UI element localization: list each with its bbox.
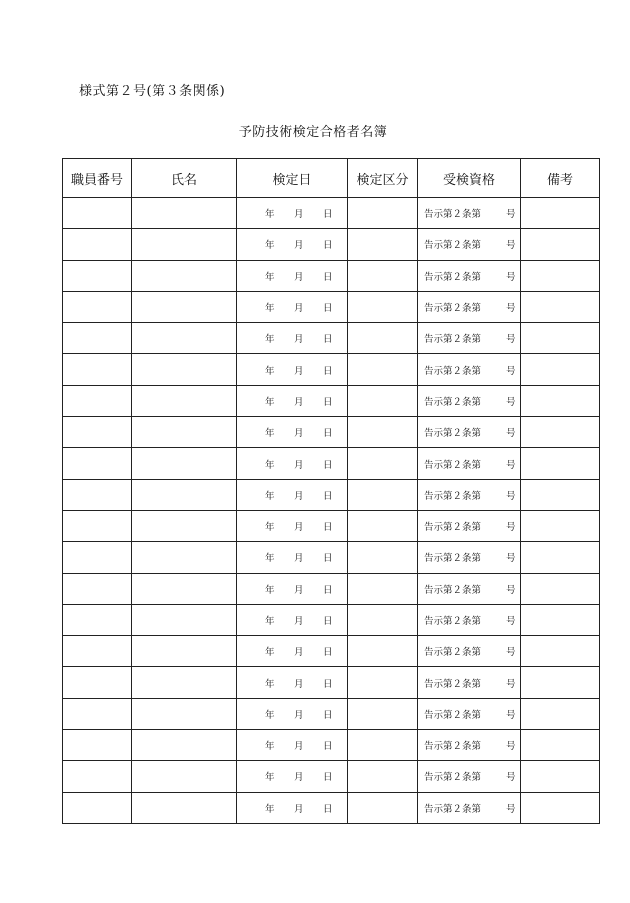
exam-category-cell xyxy=(348,198,418,229)
staff-number-cell xyxy=(63,448,132,479)
date-month-label: 月 xyxy=(294,709,304,721)
exam-date-cell xyxy=(237,573,348,604)
header-remarks: 備考 xyxy=(521,159,600,198)
qualification-cell xyxy=(418,448,521,479)
exam-date-cell xyxy=(237,761,348,792)
staff-number-cell xyxy=(63,510,132,541)
qualification-cell xyxy=(418,260,521,291)
date-year-label: 年 xyxy=(265,772,275,784)
name-cell xyxy=(132,417,237,448)
date-day-label: 日 xyxy=(323,240,333,252)
exam-category-cell xyxy=(348,604,418,635)
qualification-prefix: 告示第２条第 xyxy=(424,584,482,596)
qualification-prefix: 告示第２条第 xyxy=(424,522,482,534)
exam-category-cell xyxy=(348,573,418,604)
exam-date-cell xyxy=(237,448,348,479)
exam-category-cell xyxy=(348,291,418,322)
table-row xyxy=(63,198,600,229)
date-day-label: 日 xyxy=(323,490,333,502)
date-month-label: 月 xyxy=(294,428,304,440)
document-title-text: 予防技術検定合格者名簿 xyxy=(238,125,388,140)
name-cell xyxy=(132,479,237,510)
name-cell xyxy=(132,573,237,604)
table-row xyxy=(63,417,600,448)
qualification-suffix: 号 xyxy=(506,303,516,315)
date-year-label: 年 xyxy=(265,584,275,596)
exam-category-cell xyxy=(348,354,418,385)
date-month-label: 月 xyxy=(294,396,304,408)
exam-category-cell xyxy=(348,542,418,573)
name-cell xyxy=(132,667,237,698)
qualification-suffix: 号 xyxy=(506,772,516,784)
date-year-label: 年 xyxy=(265,803,275,815)
staff-number-cell xyxy=(63,573,132,604)
name-cell xyxy=(132,448,237,479)
staff-number-cell xyxy=(63,417,132,448)
qualification-suffix: 号 xyxy=(506,647,516,659)
exam-category-cell xyxy=(348,667,418,698)
remarks-cell xyxy=(521,198,600,229)
name-cell xyxy=(132,354,237,385)
exam-date-cell xyxy=(237,417,348,448)
staff-number-cell xyxy=(63,604,132,635)
remarks-cell xyxy=(521,636,600,667)
date-day-label: 日 xyxy=(323,271,333,283)
table-row xyxy=(63,479,600,510)
table-row xyxy=(63,448,600,479)
exam-category-cell xyxy=(348,229,418,260)
exam-date-cell xyxy=(237,385,348,416)
table-row xyxy=(63,698,600,729)
exam-category-cell xyxy=(348,698,418,729)
qualification-prefix: 告示第２条第 xyxy=(424,365,482,377)
qualification-prefix: 告示第２条第 xyxy=(424,428,482,440)
qualification-suffix: 号 xyxy=(506,396,516,408)
name-cell xyxy=(132,260,237,291)
qualification-suffix: 号 xyxy=(506,616,516,627)
exam-date-cell xyxy=(237,667,348,698)
header-staff-number: 職員番号 xyxy=(63,159,132,198)
qualification-cell xyxy=(418,761,521,792)
staff-number-cell xyxy=(63,229,132,260)
date-day-label: 日 xyxy=(323,584,333,596)
exam-date-cell xyxy=(237,229,348,260)
name-cell xyxy=(132,198,237,229)
qualification-suffix: 号 xyxy=(506,709,516,721)
header-exam-date: 検定日 xyxy=(237,159,348,198)
qualification-prefix: 告示第２条第 xyxy=(424,334,482,346)
qualification-prefix: 告示第２条第 xyxy=(424,709,482,721)
name-cell xyxy=(132,792,237,823)
table-row xyxy=(63,385,600,416)
date-month-label: 月 xyxy=(294,553,304,565)
exam-date-cell xyxy=(237,198,348,229)
date-year-label: 年 xyxy=(265,553,275,565)
date-day-label: 日 xyxy=(323,678,333,690)
qualification-cell xyxy=(418,667,521,698)
qualification-cell xyxy=(418,354,521,385)
exam-date-cell xyxy=(237,698,348,729)
name-cell xyxy=(132,229,237,260)
exam-date-cell xyxy=(237,354,348,385)
date-month-label: 月 xyxy=(294,678,304,690)
date-month-label: 月 xyxy=(294,490,304,502)
register-table xyxy=(62,158,600,824)
qualification-cell xyxy=(418,510,521,541)
date-day-label: 日 xyxy=(323,209,333,221)
qualification-prefix: 告示第２条第 xyxy=(424,678,482,690)
name-cell xyxy=(132,604,237,635)
exam-category-cell xyxy=(348,761,418,792)
qualification-cell xyxy=(418,417,521,448)
date-day-label: 日 xyxy=(323,365,333,377)
qualification-suffix: 号 xyxy=(506,365,516,377)
qualification-suffix: 号 xyxy=(506,553,516,565)
qualification-suffix: 号 xyxy=(506,803,516,815)
table-row xyxy=(63,792,600,823)
remarks-cell xyxy=(521,667,600,698)
name-cell xyxy=(132,323,237,354)
date-month-label: 月 xyxy=(294,616,304,627)
qualification-prefix: 告示第２条第 xyxy=(424,209,482,221)
date-year-label: 年 xyxy=(265,240,275,252)
qualification-prefix: 告示第２条第 xyxy=(424,616,482,627)
date-year-label: 年 xyxy=(265,209,275,221)
staff-number-cell xyxy=(63,260,132,291)
date-year-label: 年 xyxy=(265,522,275,534)
remarks-cell xyxy=(521,354,600,385)
date-month-label: 月 xyxy=(294,271,304,283)
date-year-label: 年 xyxy=(265,709,275,721)
exam-date-cell xyxy=(237,510,348,541)
date-day-label: 日 xyxy=(323,772,333,784)
qualification-cell xyxy=(418,730,521,761)
date-year-label: 年 xyxy=(265,616,275,627)
date-day-label: 日 xyxy=(323,522,333,534)
table-row xyxy=(63,260,600,291)
staff-number-cell xyxy=(63,761,132,792)
table-row xyxy=(63,229,600,260)
exam-date-cell xyxy=(237,604,348,635)
exam-category-cell xyxy=(348,417,418,448)
remarks-cell xyxy=(521,479,600,510)
name-cell xyxy=(132,730,237,761)
exam-category-cell xyxy=(348,323,418,354)
qualification-suffix: 号 xyxy=(506,240,516,252)
qualification-cell xyxy=(418,604,521,635)
date-year-label: 年 xyxy=(265,396,275,408)
date-year-label: 年 xyxy=(265,678,275,690)
date-month-label: 月 xyxy=(294,584,304,596)
remarks-cell xyxy=(521,417,600,448)
qualification-cell xyxy=(418,698,521,729)
table-row xyxy=(63,604,600,635)
date-day-label: 日 xyxy=(323,616,333,627)
qualification-prefix: 告示第２条第 xyxy=(424,772,482,784)
qualification-cell xyxy=(418,198,521,229)
qualification-cell xyxy=(418,792,521,823)
exam-category-cell xyxy=(348,636,418,667)
qualification-cell xyxy=(418,229,521,260)
table-header-row xyxy=(63,159,600,198)
name-cell xyxy=(132,291,237,322)
remarks-cell xyxy=(521,761,600,792)
date-day-label: 日 xyxy=(323,803,333,815)
staff-number-cell xyxy=(63,667,132,698)
remarks-cell xyxy=(521,448,600,479)
qualification-suffix: 号 xyxy=(506,428,516,440)
staff-number-cell xyxy=(63,291,132,322)
table-row xyxy=(63,730,600,761)
exam-category-cell xyxy=(348,260,418,291)
staff-number-cell xyxy=(63,354,132,385)
date-day-label: 日 xyxy=(323,303,333,315)
qualification-prefix: 告示第２条第 xyxy=(424,240,482,252)
exam-category-cell xyxy=(348,792,418,823)
remarks-cell xyxy=(521,510,600,541)
date-month-label: 月 xyxy=(294,772,304,784)
exam-category-cell xyxy=(348,448,418,479)
date-day-label: 日 xyxy=(323,709,333,721)
form-number-label: 様式第２号(第３条関係) xyxy=(79,84,226,99)
staff-number-cell xyxy=(63,698,132,729)
exam-date-cell xyxy=(237,636,348,667)
qualification-suffix: 号 xyxy=(506,741,516,753)
qualification-cell xyxy=(418,573,521,604)
qualification-suffix: 号 xyxy=(506,584,516,596)
date-month-label: 月 xyxy=(294,365,304,377)
qualification-prefix: 告示第２条第 xyxy=(424,647,482,659)
qualification-suffix: 号 xyxy=(506,334,516,346)
exam-date-cell xyxy=(237,792,348,823)
table-row xyxy=(63,573,600,604)
date-year-label: 年 xyxy=(265,459,275,471)
table-row xyxy=(63,636,600,667)
date-month-label: 月 xyxy=(294,741,304,753)
staff-number-cell xyxy=(63,542,132,573)
remarks-cell xyxy=(521,604,600,635)
staff-number-cell xyxy=(63,323,132,354)
remarks-cell xyxy=(521,229,600,260)
remarks-cell xyxy=(521,542,600,573)
date-month-label: 月 xyxy=(294,334,304,346)
date-day-label: 日 xyxy=(323,428,333,440)
date-month-label: 月 xyxy=(294,303,304,315)
remarks-cell xyxy=(521,730,600,761)
date-year-label: 年 xyxy=(265,647,275,659)
remarks-cell xyxy=(521,323,600,354)
exam-date-cell xyxy=(237,479,348,510)
document-title xyxy=(0,121,630,140)
date-month-label: 月 xyxy=(294,522,304,534)
qualification-suffix: 号 xyxy=(506,209,516,221)
table-row xyxy=(63,667,600,698)
qualification-prefix: 告示第２条第 xyxy=(424,303,482,315)
remarks-cell xyxy=(521,573,600,604)
name-cell xyxy=(132,636,237,667)
exam-date-cell xyxy=(237,260,348,291)
name-cell xyxy=(132,542,237,573)
date-year-label: 年 xyxy=(265,428,275,440)
qualification-prefix: 告示第２条第 xyxy=(424,553,482,565)
staff-number-cell xyxy=(63,385,132,416)
exam-date-cell xyxy=(237,323,348,354)
date-year-label: 年 xyxy=(265,271,275,283)
qualification-prefix: 告示第２条第 xyxy=(424,741,482,753)
qualification-suffix: 号 xyxy=(506,678,516,690)
qualification-suffix: 号 xyxy=(506,271,516,283)
exam-date-cell xyxy=(237,542,348,573)
date-year-label: 年 xyxy=(265,365,275,377)
qualification-cell xyxy=(418,323,521,354)
date-day-label: 日 xyxy=(323,396,333,408)
date-day-label: 日 xyxy=(323,334,333,346)
exam-category-cell xyxy=(348,510,418,541)
name-cell xyxy=(132,510,237,541)
staff-number-cell xyxy=(63,198,132,229)
staff-number-cell xyxy=(63,792,132,823)
name-cell xyxy=(132,761,237,792)
date-year-label: 年 xyxy=(265,303,275,315)
register-body xyxy=(63,198,600,824)
exam-category-cell xyxy=(348,479,418,510)
header-name: 氏名 xyxy=(132,159,237,198)
date-day-label: 日 xyxy=(323,647,333,659)
remarks-cell xyxy=(521,260,600,291)
table-row xyxy=(63,323,600,354)
table-row xyxy=(63,510,600,541)
date-month-label: 月 xyxy=(294,647,304,659)
qualification-suffix: 号 xyxy=(506,522,516,534)
qualification-prefix: 告示第２条第 xyxy=(424,271,482,283)
qualification-prefix: 告示第２条第 xyxy=(424,803,482,815)
date-day-label: 日 xyxy=(323,553,333,565)
remarks-cell xyxy=(521,792,600,823)
date-month-label: 月 xyxy=(294,459,304,471)
date-day-label: 日 xyxy=(323,741,333,753)
date-day-label: 日 xyxy=(323,459,333,471)
remarks-cell xyxy=(521,291,600,322)
qualification-prefix: 告示第２条第 xyxy=(424,396,482,408)
exam-category-cell xyxy=(348,385,418,416)
qualification-suffix: 号 xyxy=(506,459,516,471)
remarks-cell xyxy=(521,385,600,416)
staff-number-cell xyxy=(63,730,132,761)
exam-date-cell xyxy=(237,730,348,761)
table-row xyxy=(63,542,600,573)
exam-date-cell xyxy=(237,291,348,322)
qualification-prefix: 告示第２条第 xyxy=(424,490,482,502)
remarks-cell xyxy=(521,698,600,729)
table-row xyxy=(63,354,600,385)
date-month-label: 月 xyxy=(294,209,304,221)
qualification-cell xyxy=(418,385,521,416)
qualification-cell xyxy=(418,291,521,322)
exam-category-cell xyxy=(348,730,418,761)
header-qualification: 受検資格 xyxy=(418,159,521,198)
date-year-label: 年 xyxy=(265,741,275,753)
staff-number-cell xyxy=(63,479,132,510)
qualification-prefix: 告示第２条第 xyxy=(424,459,482,471)
qualification-cell xyxy=(418,636,521,667)
date-month-label: 月 xyxy=(294,803,304,815)
date-year-label: 年 xyxy=(265,334,275,346)
table-row xyxy=(63,761,600,792)
staff-number-cell xyxy=(63,636,132,667)
name-cell xyxy=(132,385,237,416)
qualification-suffix: 号 xyxy=(506,490,516,502)
header-exam-category: 検定区分 xyxy=(348,159,418,198)
table-row xyxy=(63,291,600,322)
name-cell xyxy=(132,698,237,729)
qualification-cell xyxy=(418,479,521,510)
date-year-label: 年 xyxy=(265,490,275,502)
date-month-label: 月 xyxy=(294,240,304,252)
qualification-cell xyxy=(418,542,521,573)
